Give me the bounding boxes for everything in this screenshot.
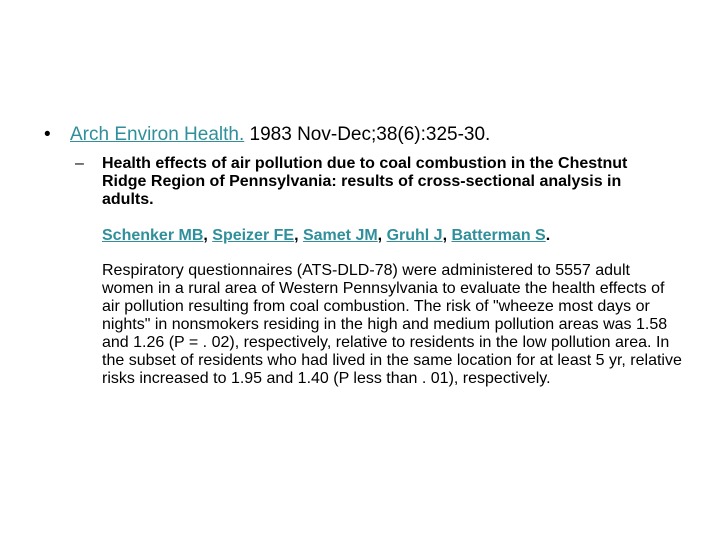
- author-list: [102, 227, 675, 245]
- dash-icon: –: [75, 155, 84, 172]
- author-link[interactable]: Gruhl J: [386, 227, 443, 244]
- author-link[interactable]: Batterman S: [451, 227, 546, 244]
- author-separator: ,: [294, 227, 303, 244]
- author-separator: ,: [442, 227, 452, 244]
- authors-end: .: [545, 227, 551, 244]
- author-separator: ,: [377, 227, 387, 244]
- article-title: Health effects of air pollution due to coal combustion in the Chestnut Ridge Region of Pennsylvania: results of cross-sectional analysis in adults.: [102, 155, 628, 208]
- citation-text: 1983 Nov-Dec;38(6):325-30.: [249, 124, 491, 145]
- author-link[interactable]: Schenker MB: [102, 227, 204, 244]
- author-link[interactable]: Speizer FE: [212, 227, 295, 244]
- journal-link[interactable]: Arch Environ Health.: [70, 124, 245, 145]
- citation-line: [44, 123, 490, 147]
- bullet-icon: •: [44, 124, 51, 145]
- abstract-text: Respiratory questionnaires (ATS-DLD-78) were administered to 5557 adult women in a rural area of Western Pennsylvania to evaluate the health effects of air pollution resulting from coal combustion. The risk of "wheeze most days or nights" in nonsmokers residing in the high and medium pollution areas was 1.58 and 1.26 (P = . 02), respectively, relative to residents in the low pollution area. In the subset of residents who had lived in the same location for at least 5 yr, relative risks increased to 1.95 and 1.40 (P less than . 01), respectively.: [102, 262, 682, 387]
- article-block: [75, 155, 682, 388]
- author-separator: ,: [203, 227, 213, 244]
- author-link[interactable]: Samet JM: [302, 227, 378, 244]
